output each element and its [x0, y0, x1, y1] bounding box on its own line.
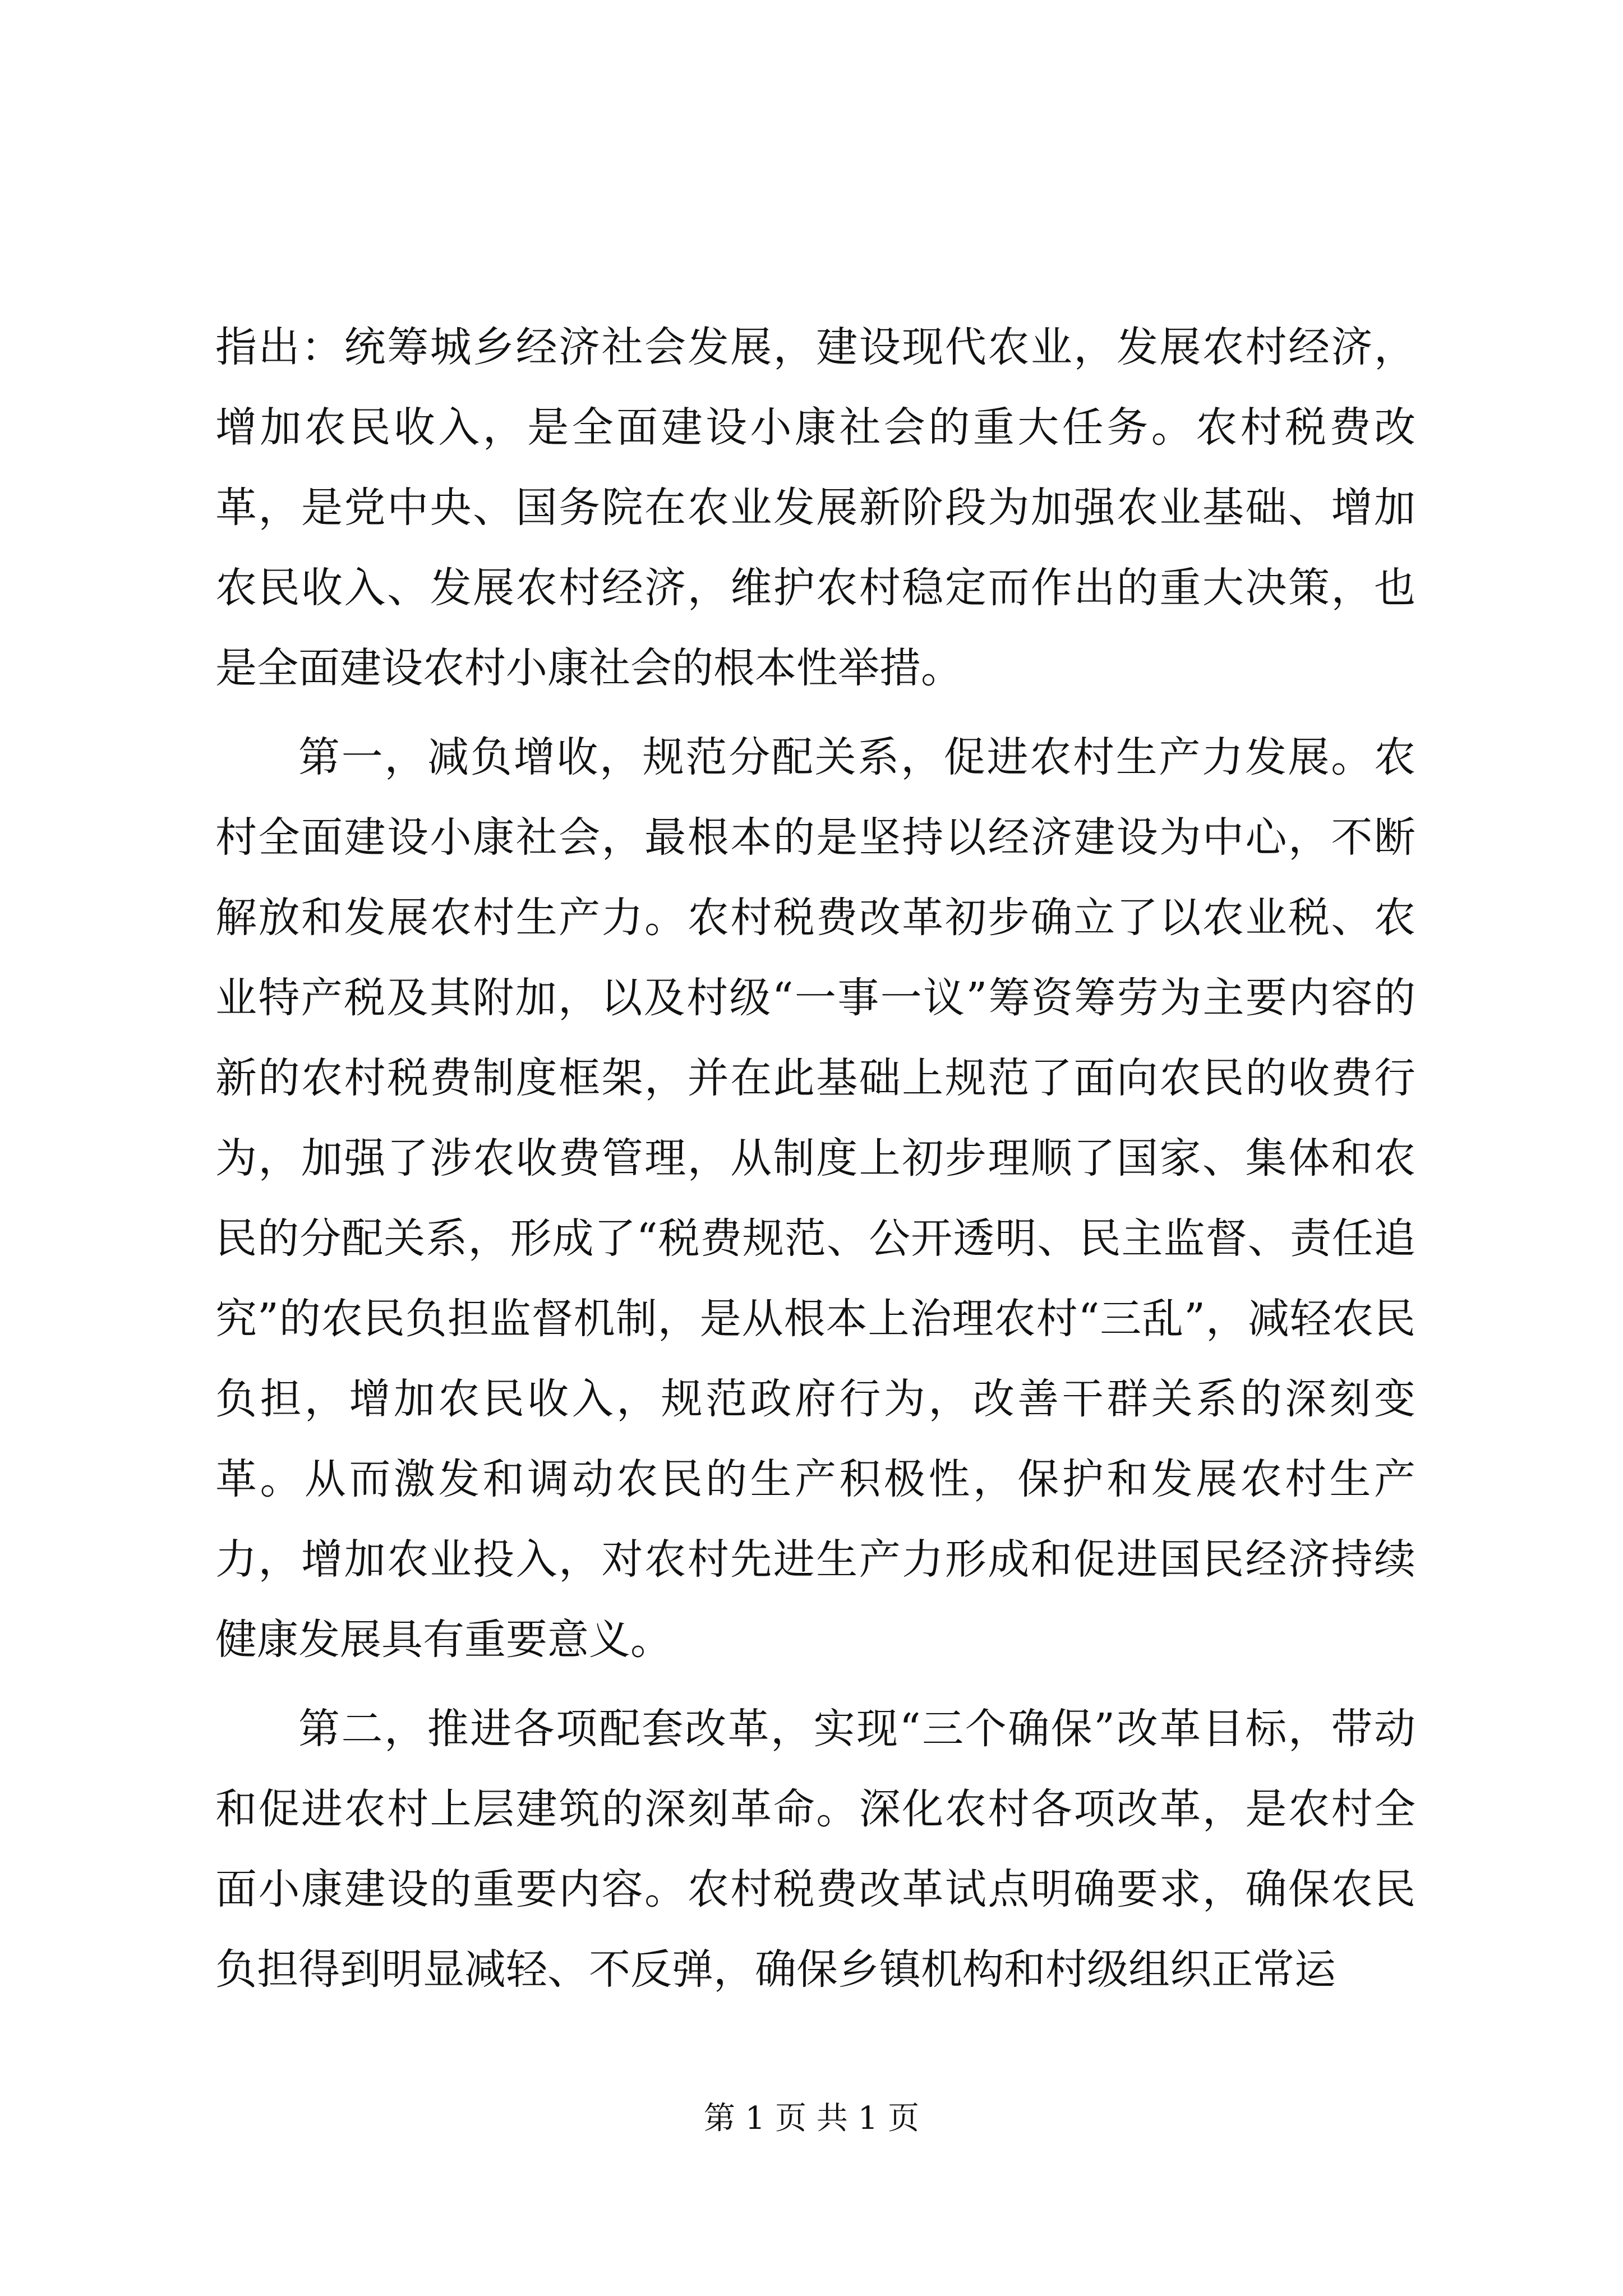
paragraph-second-point: 第二，推进各项配套改革，实现“三个确保”改革目标，带动和促进农村上层建筑的深刻革命。深化农村各项改革，是农村全面小康建设的重要内容。农村税费改革试点明确要求，确保农民负担得到明显减轻、不反弹，确保乡镇机构和村级组织正常运 — [215, 1705, 1415, 1994]
page-footer: 第 1 页 共 1 页 — [703, 2100, 920, 2137]
paragraph-first-point: 第一，减负增收，规范分配关系，促进农村生产力发展。农村全面建设小康社会，最根本的是坚持以经济建设为中心，不断解放和发展农村生产力。农村税费改革初步确立了以农业税、农业特产税及其附加，以及村级“一事一议”筹资筹劳为主要内容的新的农村税费制度框架，并在此基础上规范了面向农民的收费行为，加强了涉农收费管理，从制度上初步理顺了国家、集体和农民的分配关系，形成了“税费规范、公开透明、民主监督、责任追究”的农民负担监督机制，是从根本上治理农村“三乱”，减轻农民负担，增加农民收入，规范政府行为，改善干群关系的深刻变革。从而激发和调动农民的生产积极性，保护和发展农村生产力，增加农业投入，对农村先进生产力形成和促进国民经济持续健康发展具有重要意义。 — [215, 733, 1415, 1664]
paragraph-intro: 指出：统筹城乡经济社会发展，建设现代农业，发展农村经济，增加农民收入，是全面建设小康社会的重大任务。农村税费改革，是党中央、国务院在农业发展新阶段为加强农业基础、增加农民收入、发展农村经济，维护农村稳定而作出的重大决策，也是全面建设农村小康社会的根本性举措。 — [215, 323, 1415, 692]
document-body — [215, 307, 1415, 2010]
